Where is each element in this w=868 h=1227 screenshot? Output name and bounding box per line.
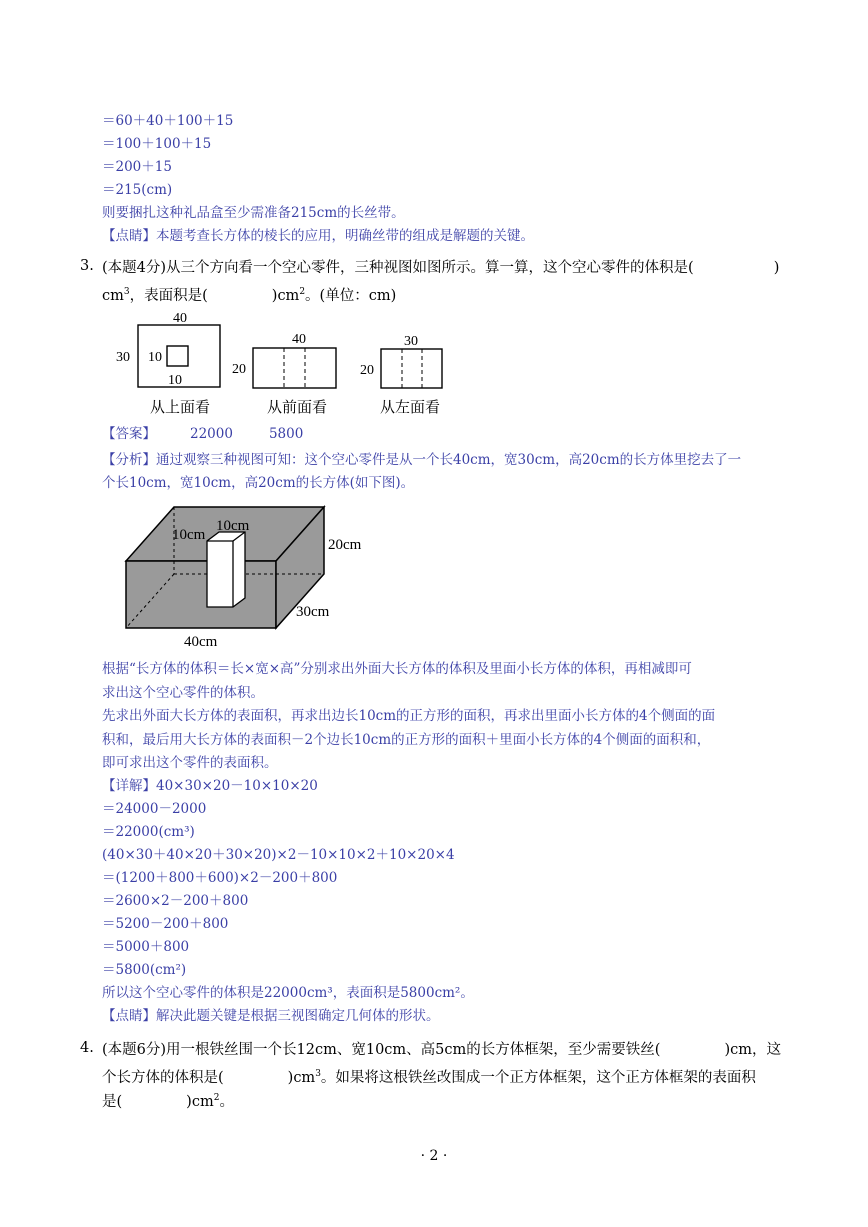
answer-value: 5800 (268, 426, 304, 442)
dimension-label: 10 (148, 350, 162, 365)
hollow-prism (207, 532, 245, 607)
explain-line: 根据“长方体的体积＝长×宽×高”分别求出外面大长方体的体积及里面小长方体的体积，再相减即可 (102, 661, 692, 677)
dimension-label: 10cm (172, 527, 206, 543)
view-caption: 从左面看 (379, 400, 441, 416)
question-number: 4. (80, 1040, 94, 1056)
dimension-label: 40 (292, 332, 306, 347)
q3-text: cm (102, 287, 124, 304)
explain-line: 求出这个空心零件的体积。 (102, 685, 264, 701)
detail-line: 【详解】40×30×20－10×10×20 (102, 778, 318, 794)
dimension-label: 30 (404, 334, 418, 349)
detail-line: ＝5000＋800 (102, 939, 190, 955)
q4-text: (本题6分)用一根铁丝围一个长12cm、宽10cm、高5cm的长方体框架，至少需要铁丝( (102, 1042, 661, 1058)
detail-line: ＝22000(cm³) (102, 824, 195, 840)
q4-text: )cm (186, 1093, 214, 1110)
explain-line: 先求出外面大长方体的表面积，再求出边长10cm的正方形的面积，再求出里面小长方体的4个侧面的面 (102, 708, 716, 724)
calc-line: ＝215(cm) (102, 182, 173, 198)
q4-text: 。 (219, 1093, 234, 1110)
dimension-label: 20 (360, 363, 374, 378)
dimension-label: 40cm (184, 634, 218, 650)
q3-text: (本题4分)从三个方向看一个空心零件，三种视图如图所示。算一算，这个空心零件的体积是( (102, 260, 694, 276)
dimension-label: 20 (232, 362, 246, 377)
analysis-line: 【分析】通过观察三种视图可知：这个空心零件是从一个长40cm，宽30cm，高20cm的长方体里挖去了一 (102, 452, 742, 468)
detail-line: ＝5800(cm²) (102, 962, 187, 978)
dimension-label: 30 (116, 350, 130, 365)
detail-line: 所以这个空心零件的体积是22000cm³，表面积是5800cm²。 (102, 985, 474, 1001)
dimension-label: 10cm (216, 518, 250, 534)
page-number: · 2 · (420, 1148, 448, 1164)
q4-text: )cm，这 (724, 1042, 781, 1058)
dimension-label: 40 (173, 311, 187, 326)
front-face (126, 561, 276, 628)
q4-text: 。如果将这根铁丝改围成一个正方体框架，这个正方体框架的表面积 (320, 1069, 756, 1086)
calc-line: ＝100＋100＋15 (102, 136, 212, 152)
calc-line: ＝200＋15 (102, 159, 172, 175)
q4-text: )cm (287, 1069, 316, 1086)
three-views-figure (110, 308, 460, 423)
conclusion-text: 则要捆扎这种礼品盒至少需准备215cm的长丝带。 (102, 205, 405, 221)
calc-line: ＝60＋40＋100＋15 (102, 113, 234, 129)
answer-value: 22000 (190, 426, 233, 442)
q3-text: ) (773, 260, 780, 276)
q3-text: 。(单位：cm) (305, 287, 397, 304)
q4-text: 个长方体的体积是( (102, 1069, 224, 1086)
detail-line: ＝2600×2－200＋800 (102, 893, 249, 909)
detail-line: ＝24000－2000 (102, 801, 207, 817)
superscript: 2 (213, 1093, 220, 1103)
left-view-rect (381, 349, 442, 388)
explain-line: 积和，最后用大长方体的表面积－2个边长10cm的正方形的面积＋里面小长方体的4个侧面的面积和， (102, 732, 711, 748)
note-text: 【点睛】本题考查长方体的棱长的应用，明确丝带的组成是解题的关键。 (102, 228, 534, 244)
detail-line: ＝(1200＋800＋600)×2－200＋800 (102, 870, 338, 886)
detail-line: (40×30＋40×20＋30×20)×2－10×10×2＋10×20×4 (102, 847, 455, 863)
hollow-cuboid-figure (118, 500, 378, 650)
top-view-inner-square (167, 346, 188, 366)
question-4-line-2 (102, 1064, 756, 1088)
view-caption: 从上面看 (149, 400, 211, 416)
answer-line (102, 425, 303, 443)
q3-text: )cm (271, 287, 300, 304)
question-4-line-1 (102, 1040, 781, 1060)
note-text: 【点睛】解决此题关键是根据三视图确定几何体的形状。 (102, 1008, 440, 1024)
answer-label: 【答案】 (102, 426, 156, 442)
question-3-line-2 (102, 282, 396, 306)
explain-line: 即可求出这个零件的表面积。 (102, 755, 278, 771)
dimension-label: 30cm (296, 604, 330, 620)
question-number: 3. (80, 258, 94, 274)
superscript: 3 (123, 287, 130, 297)
superscript: 2 (299, 287, 306, 297)
superscript: 3 (315, 1069, 321, 1079)
dimension-label: 10 (168, 373, 182, 388)
q4-text: 是( (102, 1093, 123, 1110)
question-3-line-1 (102, 258, 779, 278)
question-4-line-3 (102, 1088, 234, 1112)
front-view-rect (253, 348, 336, 388)
analysis-line: 个长10cm，宽10cm，高20cm的长方体(如下图)。 (102, 475, 415, 491)
detail-line: ＝5200－200＋800 (102, 916, 229, 932)
q3-text: ，表面积是( (129, 287, 208, 304)
dimension-label: 20cm (328, 537, 362, 553)
view-caption: 从前面看 (266, 400, 328, 416)
